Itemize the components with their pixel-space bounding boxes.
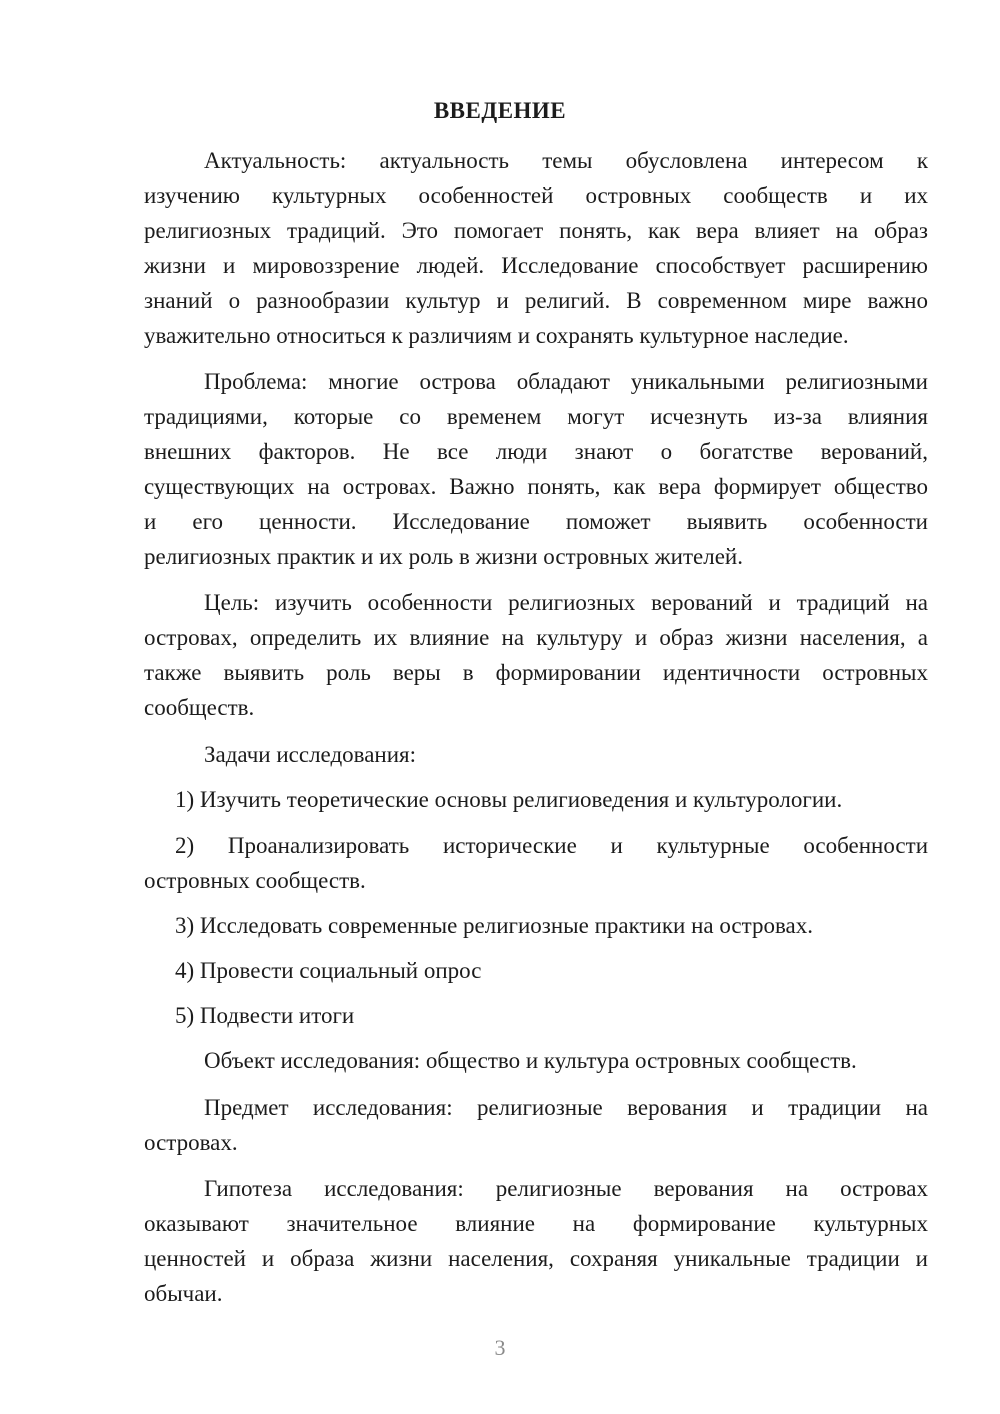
object-line: Объект исследования: общество и культура островных сообществ.: [204, 1048, 857, 1073]
goal-line: сообществ.: [144, 695, 255, 720]
hypothesis-line: оказывают значительное влияние на формирование культурных: [144, 1211, 928, 1236]
hypothesis-line: ценностей и образа жизни населения, сохраняя уникальные традиции и: [144, 1246, 928, 1271]
goal-line: также выявить роль веры в формировании идентичности островных: [144, 660, 928, 685]
task-item: 1) Изучить теоретические основы религиоведения и культурологии.: [175, 787, 843, 812]
hypothesis-line: Гипотеза исследования: религиозные верования на островах: [204, 1176, 928, 1201]
task-item: 5) Подвести итоги: [175, 1003, 355, 1028]
tasks-title: Задачи исследования:: [204, 742, 417, 767]
problem-line: и его ценности. Исследование поможет выявить особенности: [144, 509, 928, 534]
subject-line: Предмет исследования: религиозные верования и традиции на: [204, 1095, 928, 1120]
subject-line: островах.: [144, 1130, 238, 1155]
section-heading: ВВЕДЕНИЕ: [433, 98, 567, 123]
problem-line: внешних факторов. Не все люди знают о богатстве верований,: [144, 439, 928, 464]
relevance-line: уважительно относиться к различиям и сохранять культурное наследие.: [144, 323, 849, 348]
task-item: 2) Проанализировать исторические и культурные особенности: [175, 833, 928, 858]
page-number: 3: [494, 1335, 506, 1360]
goal-line: Цель: изучить особенности религиозных верований и традиций на: [204, 590, 928, 615]
relevance-line: жизни и мировоззрение людей. Исследование способствует расширению: [144, 253, 928, 278]
problem-line: традициями, которые со временем могут исчезнуть из-за влияния: [144, 404, 928, 429]
relevance-line: Актуальность: актуальность темы обусловлена интересом к: [204, 148, 928, 173]
relevance-line: изучению культурных особенностей островных сообществ и их: [144, 183, 928, 208]
problem-line: религиозных практик и их роль в жизни островных жителей.: [144, 544, 743, 569]
task-item: 4) Провести социальный опрос: [175, 958, 482, 983]
relevance-line: знаний о разнообразии культур и религий. В современном мире важно: [144, 288, 928, 313]
task-item: островных сообществ.: [144, 868, 366, 893]
task-item: 3) Исследовать современные религиозные практики на островах.: [175, 913, 813, 938]
problem-line: существующих на островах. Важно понять, как вера формирует общество: [144, 474, 928, 499]
goal-line: островах, определить их влияние на культуру и образ жизни населения, а: [144, 625, 928, 650]
problem-line: Проблема: многие острова обладают уникальными религиозными: [204, 369, 928, 394]
relevance-line: религиозных традиций. Это помогает понять, как вера влияет на образ: [144, 218, 928, 243]
hypothesis-line: обычаи.: [144, 1281, 223, 1306]
